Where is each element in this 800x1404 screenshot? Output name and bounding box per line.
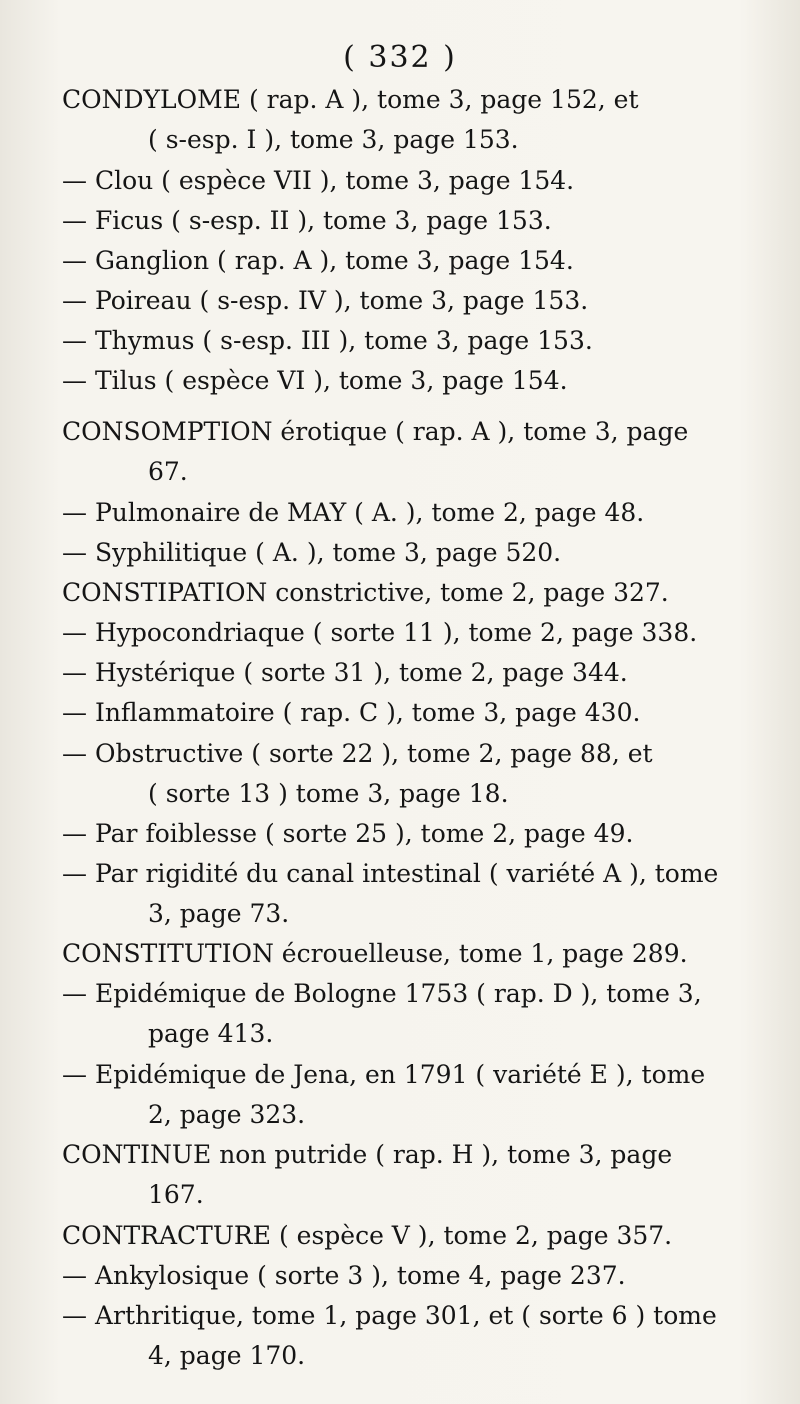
index-entry-heading: CONSOMPTION érotique ( rap. A ), tome 3, page xyxy=(62,417,689,446)
index-entry-continuation: 67. xyxy=(148,457,188,486)
index-entry-subentry: — Syphilitique ( A. ), tome 3, page 520. xyxy=(62,538,562,567)
index-entry-subentry: — Inflammatoire ( rap. C ), tome 3, page 430. xyxy=(62,698,641,727)
index-entry-continuation: 3, page 73. xyxy=(148,899,290,928)
index-entry-subentry: — Ankylosique ( sorte 3 ), tome 4, page 237. xyxy=(62,1261,626,1290)
index-entry-continuation: 2, page 323. xyxy=(148,1100,306,1129)
index-entry-subentry: — Poireau ( s-esp. IV ), tome 3, page 153. xyxy=(62,286,589,315)
index-entry-continuation: 167. xyxy=(148,1180,204,1209)
index-entry-subentry: — Hypocondriaque ( sorte 11 ), tome 2, page 338. xyxy=(62,618,698,647)
index-entry-heading: CONSTITUTION écrouelleuse, tome 1, page 289. xyxy=(62,939,688,968)
index-entry-subentry: — Epidémique de Jena, en 1791 ( variété E ), tome xyxy=(62,1060,706,1089)
index-entry-subentry: — Hystérique ( sorte 31 ), tome 2, page 344. xyxy=(62,658,628,687)
index-entry-heading: CONTINUE non putride ( rap. H ), tome 3, page xyxy=(62,1140,673,1169)
index-entry-heading: CONSTIPATION constrictive, tome 2, page 327. xyxy=(62,578,669,607)
page-number: ( 332 ) xyxy=(343,40,457,75)
index-entry-subentry: — Arthritique, tome 1, page 301, et ( sorte 6 ) tome xyxy=(62,1301,717,1330)
index-entry-continuation: 4, page 170. xyxy=(148,1341,306,1370)
index-entry-continuation: page 413. xyxy=(148,1019,274,1048)
index-entry-subentry: — Ganglion ( rap. A ), tome 3, page 154. xyxy=(62,246,574,275)
index-entry-subentry: — Obstructive ( sorte 22 ), tome 2, page 88, et xyxy=(62,739,653,768)
index-entry-subentry: — Ficus ( s-esp. II ), tome 3, page 153. xyxy=(62,206,552,235)
index-entry-heading: CONDYLOME ( rap. A ), tome 3, page 152, et xyxy=(62,85,639,114)
index-entry-subentry: — Epidémique de Bologne 1753 ( rap. D ), tome 3, xyxy=(62,979,702,1008)
index-entry-subentry: — Thymus ( s-esp. III ), tome 3, page 153. xyxy=(62,326,593,355)
index-entry-subentry: — Tilus ( espèce VI ), tome 3, page 154. xyxy=(62,366,568,395)
index-entry-subentry: — Pulmonaire de MAY ( A. ), tome 2, page 48. xyxy=(62,498,645,527)
index-entry-heading: CONTRACTURE ( espèce V ), tome 2, page 357. xyxy=(62,1221,673,1250)
index-entry-continuation: ( sorte 13 ) tome 3, page 18. xyxy=(148,779,509,808)
index-entry-subentry: — Par foiblesse ( sorte 25 ), tome 2, page 49. xyxy=(62,819,634,848)
index-entry-subentry: — Clou ( espèce VII ), tome 3, page 154. xyxy=(62,166,575,195)
index-entry-subentry: — Par rigidité du canal intestinal ( variété A ), tome xyxy=(62,859,719,888)
index-entry-continuation: ( s-esp. I ), tome 3, page 153. xyxy=(148,125,519,154)
